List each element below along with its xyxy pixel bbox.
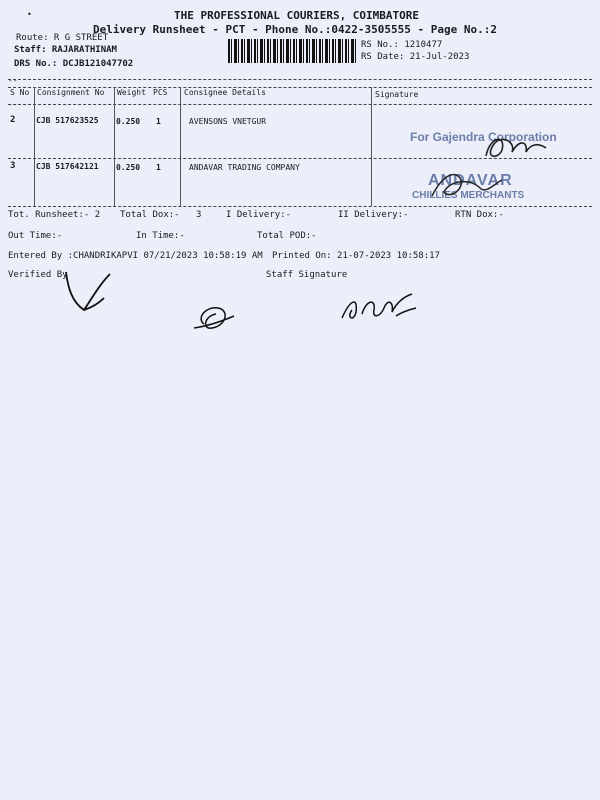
- rule-mark: --: [8, 76, 18, 85]
- in-time: In Time:-: [136, 231, 185, 241]
- rtn-dox: RTN Dox:-: [455, 210, 504, 220]
- row-consignment: CJB 517623525: [36, 116, 99, 125]
- rs-date: RS Date: 21-Jul-2023: [361, 52, 470, 62]
- col-header-consignee: Consignee Details: [184, 88, 266, 97]
- printed-on: Printed On: 21-07-2023 10:58:17: [272, 251, 440, 261]
- row-pcs: 1: [156, 163, 161, 172]
- drs-number: DRS No.: DCJB121047702: [14, 59, 134, 69]
- entered-by: Entered By :CHANDRIKAPVI 07/21/2023 10:58:19 AM: [8, 251, 263, 261]
- row-consignee: ANDAVAR TRADING COMPANY: [189, 163, 300, 172]
- table-bottom-rule: [8, 206, 592, 207]
- i-delivery: I Delivery:-: [226, 210, 292, 220]
- company-stamp-andavar-sub: CHILLIES MERCHANTS: [412, 190, 525, 201]
- col-divider: [180, 87, 181, 206]
- staff-signature: [336, 288, 426, 328]
- total-pod: Total POD:-: [257, 231, 317, 241]
- out-time: Out Time:-: [8, 231, 63, 241]
- total-dox-value: 3: [196, 210, 202, 220]
- table-top-rule: [8, 79, 592, 80]
- row-consignment: CJB 517642121: [36, 162, 99, 171]
- staff-signature-label: Staff Signature: [266, 270, 348, 280]
- col-header-signature: Signature: [375, 90, 419, 99]
- total-dox-label: Total Dox:-: [120, 210, 180, 220]
- document-title: Delivery Runsheet - PCT - Phone No.:0422-3505555 - Page No.:2: [93, 23, 497, 36]
- total-runsheet: Tot. Runsheet:- 2: [8, 210, 101, 220]
- row-weight: 0.250: [116, 117, 141, 126]
- page-mark: •: [27, 10, 32, 19]
- receiver-signature-1: [476, 128, 556, 168]
- barcode: [228, 39, 356, 63]
- col-divider: [34, 87, 35, 206]
- row-consignee: AVENSONS VNETGUR: [189, 117, 267, 126]
- col-header-weight: Weight: [117, 88, 146, 97]
- route-label: Route: R G STREET: [16, 33, 109, 43]
- col-divider: [371, 87, 372, 206]
- row-pcs: 1: [156, 117, 161, 126]
- rs-number: RS No.: 1210477: [361, 40, 443, 50]
- rule-mark: --: [8, 100, 18, 109]
- col-header-pcs: PCS: [153, 88, 168, 97]
- col-header-sno: S No: [10, 88, 30, 97]
- company-stamp-gajendra: For Gajendra Corporation: [410, 130, 557, 144]
- staff-label: Staff: RAJARATHINAM: [14, 45, 117, 55]
- company-name: THE PROFESSIONAL COURIERS, COIMBATORE: [174, 9, 420, 22]
- verifier-signature: [60, 268, 130, 318]
- initials-mark: [190, 300, 240, 336]
- ii-delivery: II Delivery:-: [338, 210, 409, 220]
- company-stamp-andavar: ANDAVAR: [428, 172, 513, 189]
- col-divider: [114, 87, 115, 206]
- row-sno: 2: [10, 115, 16, 125]
- verified-by: Verified By: [8, 270, 68, 280]
- table-header-bottom: [8, 104, 592, 105]
- col-header-consignment: Consignment No: [37, 88, 105, 97]
- row-weight: 0.250: [116, 163, 141, 172]
- receiver-signature-2: [420, 166, 510, 206]
- row-sno: 3: [10, 161, 16, 171]
